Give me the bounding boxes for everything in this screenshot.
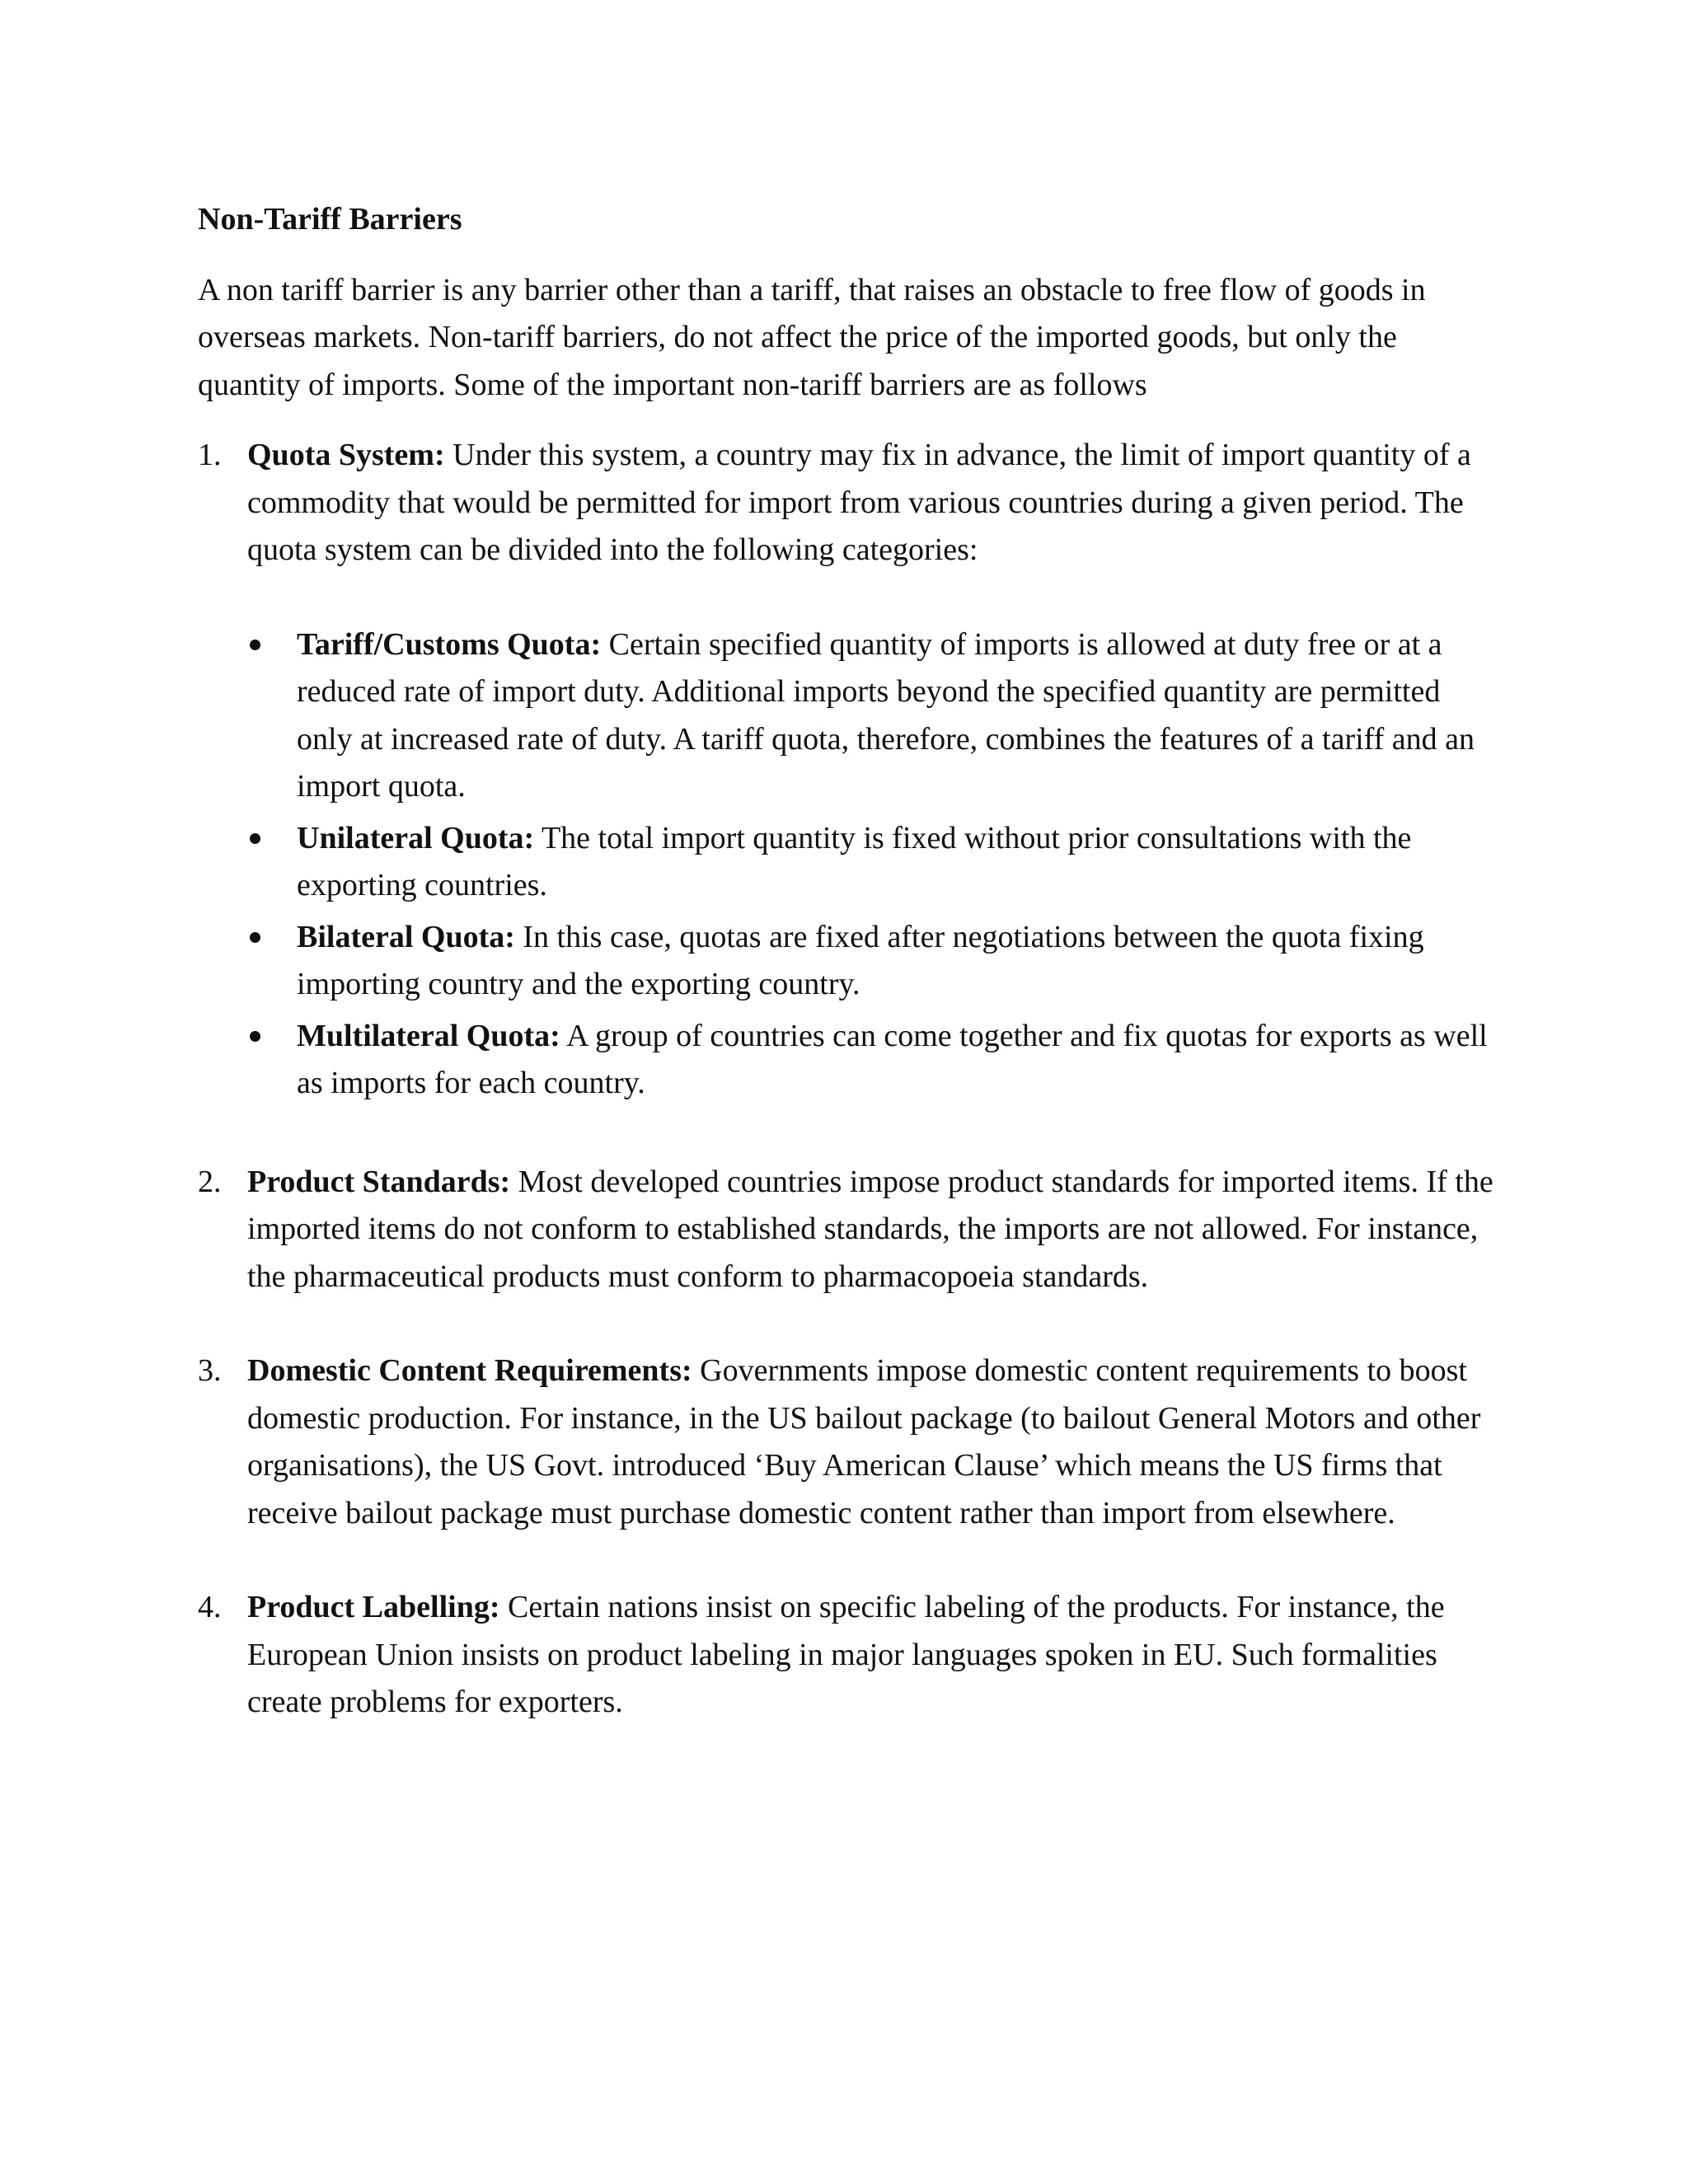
bullet-item-multilateral-quota bbox=[247, 1013, 1500, 1108]
term-label: Multilateral Quota: bbox=[297, 1018, 560, 1053]
bullet-icon bbox=[250, 932, 260, 943]
list-item-domestic-content-requirements bbox=[198, 1347, 1500, 1537]
term-label: Domestic Content Requirements: bbox=[247, 1353, 692, 1388]
bullet-item-tariff-customs-quota bbox=[247, 621, 1500, 811]
list-number: 3. bbox=[198, 1353, 222, 1388]
quota-categories-list bbox=[247, 621, 1500, 1108]
list-item-paragraph bbox=[247, 1584, 1500, 1727]
term-description: Most developed countries impose product standards for imported items. If the imported items do not conform to established standards, the imports are not allowed. For instance, the pharmaceutical products must conform to pharmacopoeia standards. bbox=[247, 1164, 1493, 1294]
list-item-product-standards bbox=[198, 1159, 1500, 1301]
term-description: In this case, quotas are fixed after negotiations between the quota fixing importing country and the exporting country. bbox=[297, 919, 1424, 1001]
term-description: A group of countries can come together and fix quotas for exports as well as imports for each country. bbox=[297, 1018, 1488, 1100]
term-label: Product Standards: bbox=[247, 1164, 511, 1199]
document-title: Non-Tariff Barriers bbox=[198, 202, 462, 237]
intro-paragraph: A non tariff barrier is any barrier other than a tariff, that raises an obstacle to free flow of goods in overseas markets. Non-tariff barriers, do not affect the price of the imported goods, but only the quantity of imports. Some of the important non-tariff barriers are as follows bbox=[198, 272, 1426, 402]
list-item-quota-system bbox=[198, 432, 1500, 1108]
bullet-icon bbox=[250, 1031, 260, 1042]
term-label: Tariff/Customs Quota: bbox=[297, 626, 602, 662]
term-description: Certain specified quantity of imports is allowed at duty free or at a reduced rate of import duty. Additional imports beyond the specified quantity are permitted only at increased rate of duty. A tariff quota, therefore, combines the features of a tariff and an import quota. bbox=[297, 626, 1475, 804]
term-label: Unilateral Quota: bbox=[297, 820, 535, 855]
list-item-paragraph bbox=[247, 432, 1500, 574]
bullet-icon bbox=[250, 640, 260, 650]
bullet-item-unilateral-quota bbox=[247, 815, 1500, 910]
term-label: Quota System: bbox=[247, 438, 445, 472]
term-description: The total import quantity is fixed without prior consultations with the exporting countries. bbox=[297, 820, 1412, 902]
list-number: 4. bbox=[198, 1590, 222, 1624]
term-label: Bilateral Quota: bbox=[297, 919, 515, 954]
bullet-item-bilateral-quota bbox=[247, 914, 1500, 1009]
bullet-icon bbox=[250, 833, 260, 844]
term-description: Governments impose domestic content requirements to boost domestic production. For instance, in the US bailout package (to bailout General Motors and other organisations), the US Govt. introduced ‘Buy American Clause’ which means the US firms that receive bailout package must purchase domestic content rather than import from elsewhere. bbox=[247, 1353, 1481, 1530]
term-description: Under this system, a country may fix in advance, the limit of import quantity of a commodity that would be permitted for import from various countries during a given period. The quota system can be divided into the following categories: bbox=[247, 438, 1471, 567]
term-description: Certain nations insist on specific labeling of the products. For instance, the European Union insists on product labeling in major languages spoken in EU. Such formalities create problems for exporters. bbox=[247, 1590, 1445, 1719]
list-item-product-labelling bbox=[198, 1584, 1500, 1727]
list-item-paragraph bbox=[247, 1159, 1500, 1301]
list-item-paragraph bbox=[247, 1347, 1500, 1537]
list-number: 1. bbox=[198, 438, 222, 472]
term-label: Product Labelling: bbox=[247, 1590, 500, 1624]
document-body bbox=[198, 196, 1500, 1727]
list-number: 2. bbox=[198, 1164, 222, 1199]
